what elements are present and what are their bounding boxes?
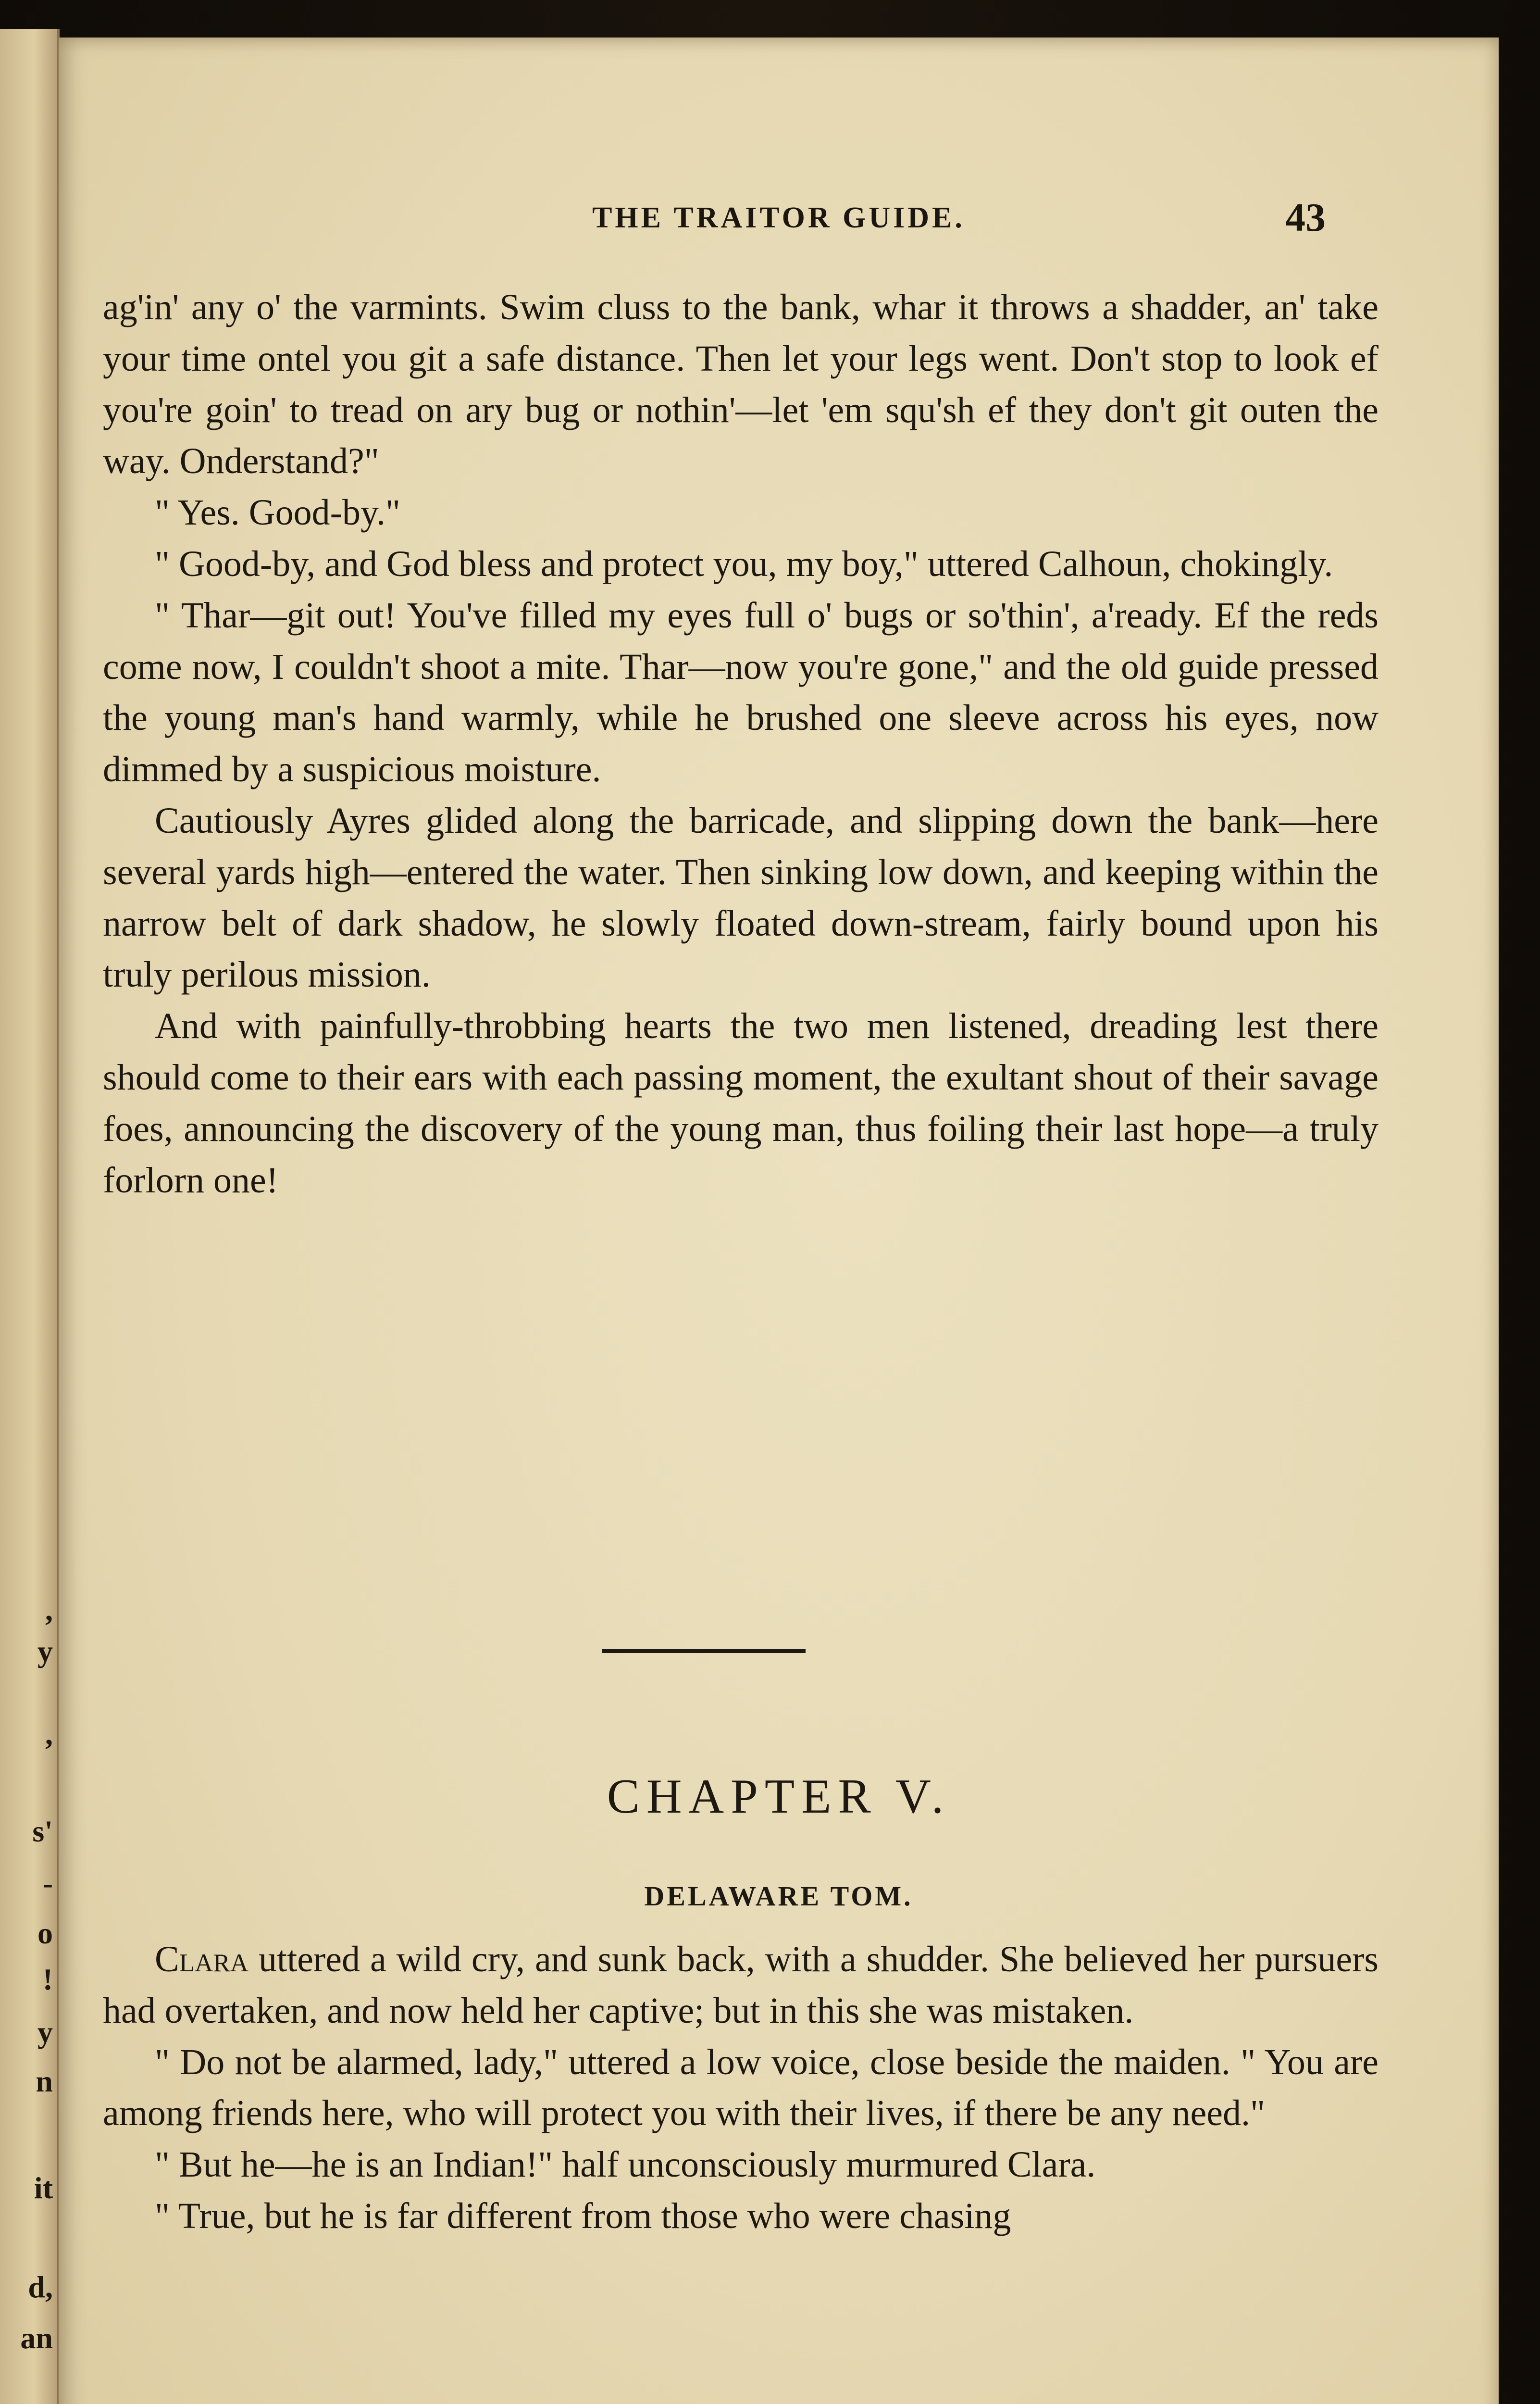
page-number: 43 [1285,195,1326,240]
left-page-fragment: it [34,2171,53,2205]
chapter-five-text [103,1934,1379,2242]
chapter-four-ending [103,282,1379,1206]
paragraph: " True, but he is far different from those who were chasing [155,2195,1011,2236]
page-header [59,195,1499,249]
left-page-fragment: , [45,1593,53,1627]
chapter-subtitle: DELAWARE TOM. [644,1880,913,1912]
book-page [59,38,1499,2404]
left-page-fragment: - [42,1866,53,1900]
paragraph: " Do not be alarmed, lady," uttered a low voice, close beside the maiden. " You are among friends here, who will protect you with their lives, if there be any need." [103,2041,1379,2134]
paragraph: " Good-by, and God bless and protect you, my boy," uttered Calhoun, chokingly. [155,543,1333,584]
adjacent-page-edge [0,29,60,2404]
left-page-fragment: d, [28,2270,53,2304]
chapter-title: CHAPTER V. [607,1769,951,1824]
left-page-fragment: n [36,2064,53,2098]
left-page-fragment: o [37,1916,53,1950]
paragraph [103,1934,1379,2037]
paragraph: Cautiously Ayres glided along the barricade, and slipping down the bank—here several yards high—entered the water. Then sinking low down, and keeping within the narrow belt of dark shadow, he slowly floated down-stream, fairly bound upon his truly perilous mission. [103,800,1379,995]
paragraph-continuation: uttered a wild cry, and sunk back, with a shudder. She believed her pursuers had overtaken, and now held her captive; but in this she was mistaken. [103,1939,1379,2031]
chapter-opening-word: Clara [155,1939,248,1979]
paragraph: And with painfully-throbbing hearts the two men listened, dreading lest there should come to their ears with each passing moment, the exultant shout of their savage foes, announcing the discovery of the young man, thus foiling their last hope—a truly forlorn one! [103,1006,1379,1201]
paragraph: " But he—he is an Indian!" half unconsciously murmured Clara. [155,2144,1096,2185]
paragraph: " Thar—git out! You've filled my eyes full o' bugs or so'thin', a'ready. Ef the reds come now, I couldn't shoot a mite. Thar—now you're gone," and the old guide pressed the young man's hand warmly, while he brushed one sleeve across his eyes, now dimmed by a suspicious moisture. [103,595,1379,790]
paragraph: " Yes. Good-by." [155,492,401,533]
left-page-fragment: y [37,1634,53,1668]
left-page-fragment: an [20,2321,53,2355]
paragraph: ag'in' any o' the varmints. Swim cluss to the bank, whar it throws a shadder, an' take your time ontel you git a safe distance. Then let your legs went. Don't stop to look ef you're goin' to tread on ary bug or nothin'—let 'em squ'sh ef they don't git outen the way. Onderstand?" [103,287,1379,482]
running-head: THE TRAITOR GUIDE. [592,201,965,234]
section-divider [602,1649,806,1653]
left-page-fragment: ! [42,1962,53,1996]
left-page-fragment: y [37,2015,53,2049]
left-page-fragment: s' [32,1814,53,1848]
left-page-fragment: , [45,1717,53,1751]
